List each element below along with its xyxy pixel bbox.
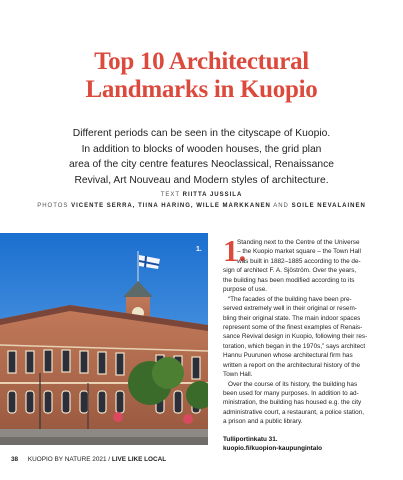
article-line: bling their original state. The main indoor spaces — [223, 314, 361, 322]
article-line: “The facades of the building have been pre- — [228, 295, 352, 303]
article-line: toration, which began in the 1970s,” says architect — [223, 342, 366, 350]
and-word: AND — [273, 203, 289, 209]
article-title — [0, 48, 403, 104]
article-line: ministration, the building has housed e.g. the city — [223, 399, 362, 407]
section-name: LIVE LIKE LOCAL — [111, 456, 167, 463]
title-line-2: Landmarks in Kuopio — [85, 76, 318, 103]
article-line: Town Hall. — [223, 371, 253, 379]
text-author: RIITTA JUSSILA — [182, 192, 243, 198]
article-line: a prison and a public library. — [223, 418, 303, 426]
last-photographer: SOILE NEVALAINEN — [291, 203, 366, 209]
address-street: Tulliportinkatu 31. — [223, 435, 278, 443]
article-line: – the Kuopio market square – the Town Hall — [237, 248, 361, 256]
article-line: purpose of use. — [223, 286, 268, 294]
article-line: Hannu Puurunen whose architectural firm has — [223, 352, 353, 360]
town-hall-photo — [0, 233, 208, 445]
page-number: 38 — [11, 456, 19, 463]
article-line: was built in 1882–1885 according to the de- — [237, 257, 361, 265]
address-link[interactable]: kuopio.fi/kuopion-kaupungintalo — [223, 445, 323, 453]
intro-paragraph — [40, 126, 363, 188]
article-line: the building has been modified according to its — [223, 276, 355, 284]
article-line: sance Revival design in Kuopio, following their res- — [223, 333, 368, 341]
page-footer — [11, 456, 166, 463]
article-line: Standing next to the Centre of the Universe — [237, 239, 360, 246]
article-line: represent some of the finest examples of Renais- — [223, 323, 363, 331]
intro-line: Different periods can be seen in the cityscape of Kuopio. — [72, 128, 331, 139]
intro-line: Revival, Art Nouveau and Modern styles of architecture. — [74, 174, 329, 186]
photos-label: PHOTOS — [37, 203, 69, 209]
article-line: Over the course of its history, the building has — [228, 380, 358, 388]
article-line: been used for many purposes. In addition to ad- — [223, 390, 359, 397]
photo-number: 1. — [196, 246, 202, 253]
title-line-1: Top 10 Architectural — [94, 48, 309, 75]
article-line: sign of architect F. A. Sjöström. Over the years, — [223, 267, 357, 275]
photo-credit — [0, 203, 403, 209]
article-body — [223, 233, 385, 454]
intro-line: In addition to blocks of wooden houses, the grid plan — [81, 143, 322, 155]
article-line: written a report on the architectural history of the — [223, 361, 361, 369]
article-line: served extremely well in their original or resem- — [223, 305, 357, 313]
text-credit — [0, 192, 403, 198]
drop-cap-number: 1. — [223, 233, 247, 268]
publication-name: KUOPIO BY NATURE 2021 / — [27, 456, 111, 463]
photographers: VICENTE SERRA, TIINA HARING, WILLE MARKKANEN — [71, 203, 271, 209]
intro-line: area of the city centre features Neoclassical, Renaissance — [69, 159, 334, 171]
article-line: administrative court, a restaurant, a police station, — [223, 408, 365, 416]
text-label: TEXT — [160, 192, 180, 198]
